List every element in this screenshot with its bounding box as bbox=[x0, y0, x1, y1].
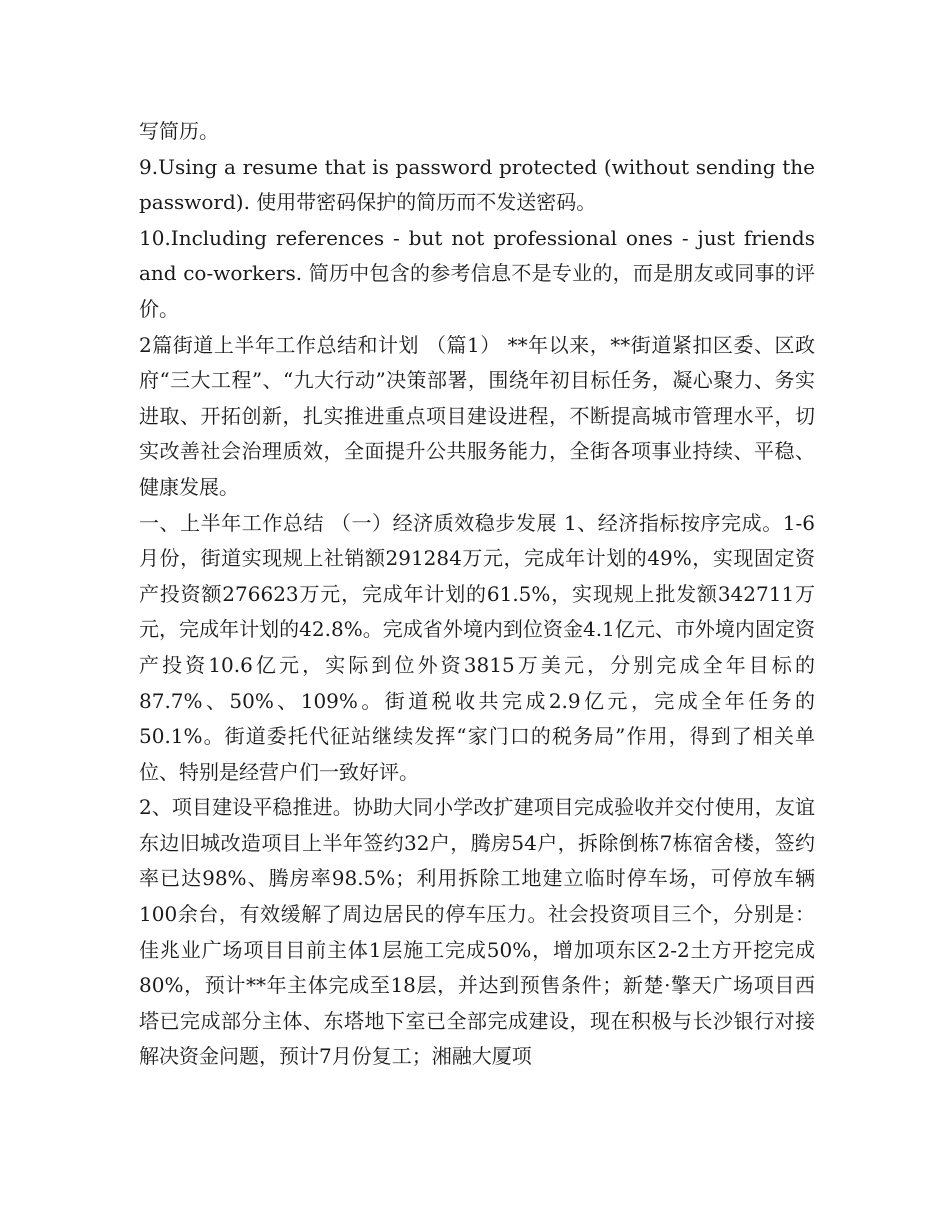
paragraph-item-10: 10.Including references - but not professional ones - just friends and co-workers. 简历中包含的参考信息不是专业的，而是朋友或同事的评价。 bbox=[139, 225, 815, 321]
paragraph-economic-summary: 一、上半年工作总结 （一）经济质效稳步发展 1、经济指标按序完成。1-6月份，街道实现规上社销额291284万元，完成年计划的49%，实现固定资产投资额276623万元，完成年计划的61.5%，实现规上批发额342711万元，完成年计划的42.8%。完成省外境内到位资金4.1亿元、市外境内固定资产投资10.6亿元，实际到位外资3815万美元，分别完成全年目标的87.7%、50%、109%。街道税收共完成2.9亿元，完成全年任务的50.1%。街道委托代征站继续发挥“家门口的税务局”作用，得到了相关单位、特别是经营户们一致好评。 bbox=[139, 510, 815, 784]
paragraph-item-9: 9.Using a resume that is password protected (without sending the password). 使用带密码保护的简历而不发送密码。 bbox=[139, 154, 815, 215]
paragraph-project-construction: 2、项目建设平稳推进。协助大同小学改扩建项目完成验收并交付使用，友谊东边旧城改造项目上半年签约32户，腾房54户，拆除倒栋7栋宿舍楼，签约率已达98%、腾房率98.5%；利用拆除工地建立临时停车场，可停放车辆100余台，有效缓解了周边居民的停车压力。社会投资项目三个，分别是：佳兆业广场项目目前主体1层施工完成50%，增加项东区2-2土方开挖完成80%，预计**年主体完成至18层，并达到预售条件；新楚·擎天广场项目西塔已完成部分主体、东塔地下室已全部完成建设，现在积极与长沙银行对接解决资金问题，预计7月份复工；湘融大厦项 bbox=[139, 795, 815, 1069]
document-body bbox=[139, 114, 815, 1075]
paragraph-resume-end: 写简历。 bbox=[139, 119, 219, 143]
paragraph-summary-intro: 2篇街道上半年工作总结和计划 （篇1） **年以来，**街道紧扣区委、区政府“三大工程”、“九大行动”决策部署，围绕年初目标任务，凝心聚力、务实进取、开拓创新，扎实推进重点项目建设进程，不断提高城市管理水平，切实改善社会治理质效，全面提升公共服务能力，全街各项事业持续、平稳、健康发展。 bbox=[139, 332, 815, 499]
